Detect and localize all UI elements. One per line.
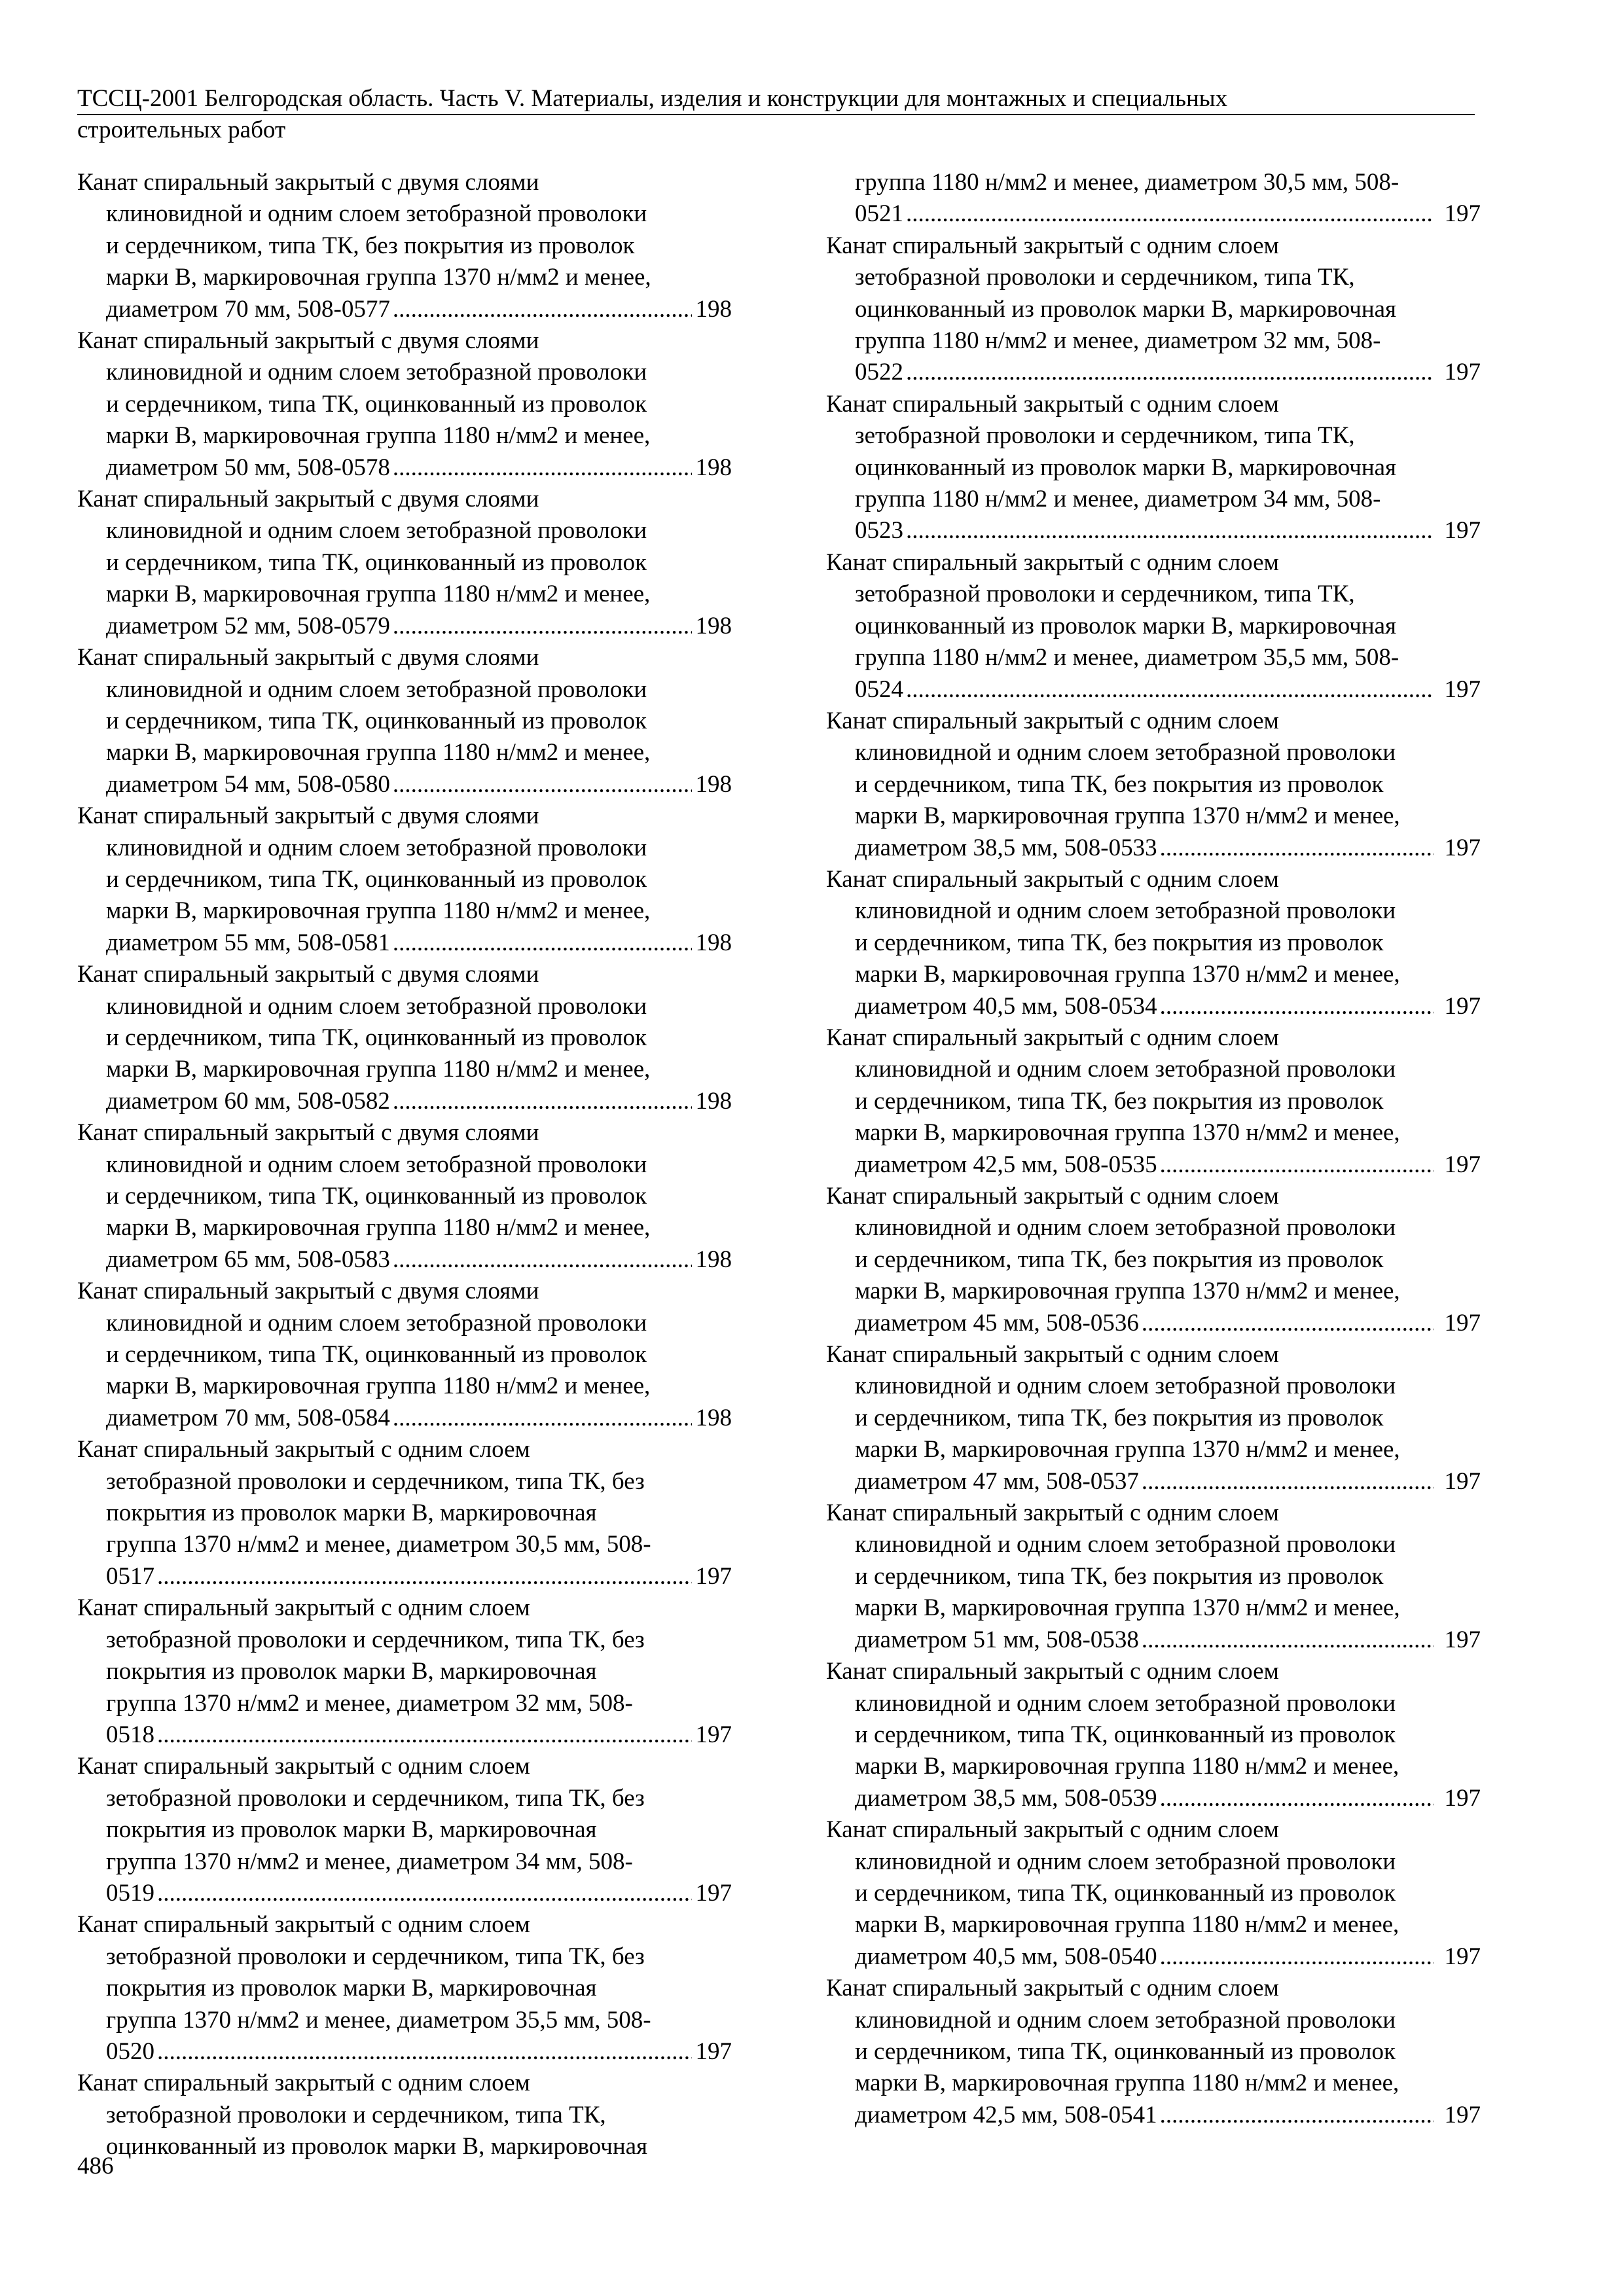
entry-text-line: марки В, маркировочная группа 1180 н/мм2 и менее,: [855, 1911, 1399, 1939]
entry-text-line: оцинкованный из проволок марки В, маркировочная: [855, 295, 1397, 323]
entry-text-line: марки В, маркировочная группа 1180 н/мм2 и менее,: [855, 2070, 1399, 2097]
entry-text-line: Канат спиральный закрытый с двумя слоями: [77, 169, 539, 196]
entry-page-ref: 197: [1444, 992, 1481, 1020]
entry-code: диаметром 70 мм, 508-0577: [106, 295, 390, 323]
entry-text-line: Канат спиральный закрытый с двумя слоями: [77, 486, 539, 513]
index-entry: [826, 706, 1481, 864]
entry-text-line: группа 1370 н/мм2 и менее, диаметром 35,5 мм, 508-: [106, 2006, 651, 2034]
entry-text-line: клиновидной и одним слоем зетобразной проволоки: [855, 1372, 1396, 1400]
entry-text-line: и сердечником, типа ТК, оцинкованный из проволок: [855, 1879, 1396, 1907]
dot-leader: [1160, 2100, 1434, 2131]
entry-code: 0518: [106, 1721, 154, 1748]
entry-page-ref: 197: [1444, 834, 1481, 861]
entry-text-line: Канат спиральный закрытый с одним слоем: [826, 1024, 1279, 1051]
entry-text-line: и сердечником, типа ТК, без покрытия из проволок: [855, 1246, 1384, 1273]
entry-text-line: Канат спиральный закрытый с двумя слоями: [77, 961, 539, 988]
entry-leader-line: [77, 1086, 732, 1117]
entry-text-line: Канат спиральный закрытый с одним слоем: [77, 1911, 530, 1939]
entry-text-line: марки В, маркировочная группа 1180 н/мм2 и менее,: [106, 1056, 651, 1083]
entry-text-line: клиновидной и одним слоем зетобразной проволоки: [855, 2006, 1396, 2034]
entry-text-line: Канат спиральный закрытый с одним слоем: [826, 1499, 1279, 1527]
entry-leader-line: [826, 1466, 1481, 1498]
dot-leader: [1142, 1624, 1434, 1656]
entry-text-line: марки В, маркировочная группа 1180 н/мм2 и менее,: [106, 422, 651, 450]
index-entry: [77, 2068, 732, 2162]
entry-text-line: оцинкованный из проволок марки В, маркировочная: [855, 454, 1397, 481]
entry-code: диаметром 65 мм, 508-0583: [106, 1246, 390, 1273]
entry-text-line: марки В, маркировочная группа 1370 н/мм2 и менее,: [106, 264, 651, 291]
entry-text-line: Канат спиральный закрытый с двумя слоями: [77, 1278, 539, 1305]
entry-leader-line: [826, 198, 1481, 230]
entry-code: 0521: [855, 200, 903, 228]
entry-text-line: Канат спиральный закрытый с одним слоем: [826, 1341, 1279, 1369]
entry-text-line: Канат спиральный закрытый с двумя слоями: [77, 327, 539, 355]
entry-leader-line: [77, 1719, 732, 1751]
entry-text-line: Канат спиральный закрытый с двумя слоями: [77, 644, 539, 672]
entry-page-ref: 197: [1444, 1784, 1481, 1812]
entry-text-line: и сердечником, типа ТК, оцинкованный из проволок: [106, 1024, 647, 1051]
entry-text-line: Канат спиральный закрытый с одним слоем: [77, 1436, 530, 1463]
index-entry: [77, 484, 732, 642]
dot-leader: [906, 674, 1434, 706]
index-entry: [826, 1339, 1481, 1498]
index-entry: [77, 1909, 732, 2068]
entry-text-line: Канат спиральный закрытый с двумя слоями: [77, 1119, 539, 1147]
index-entry: [826, 389, 1481, 547]
index-column-right: [826, 167, 1481, 2131]
entry-text-line: Канат спиральный закрытый с одним слоем: [826, 707, 1279, 734]
entry-code: диаметром 54 мм, 508-0580: [106, 770, 390, 798]
entry-text-line: клиновидной и одним слоем зетобразной проволоки: [106, 1309, 647, 1336]
entry-text-line: Канат спиральный закрытый с одним слоем: [826, 1183, 1279, 1210]
entry-text-line: и сердечником, типа ТК, оцинкованный из проволок: [106, 1341, 647, 1369]
entry-page-ref: 197: [1444, 200, 1481, 228]
entry-text-line: марки В, маркировочная группа 1180 н/мм2 и менее,: [106, 581, 651, 608]
dot-leader: [393, 294, 692, 325]
entry-leader-line: [77, 611, 732, 642]
entry-leader-line: [77, 294, 732, 325]
entry-page-ref: 198: [695, 770, 732, 798]
entry-leader-line: [77, 1878, 732, 1909]
entry-text-line: и сердечником, типа ТК, оцинкованный из проволок: [855, 2037, 1396, 2065]
entry-leader-line: [826, 515, 1481, 547]
entry-text-line: группа 1180 н/мм2 и менее, диаметром 35,5 мм, 508-: [855, 644, 1399, 672]
dot-leader: [1160, 833, 1434, 864]
entry-text-line: покрытия из проволок марки В, маркировочная: [106, 1499, 597, 1527]
index-entry: [77, 1117, 732, 1276]
entry-text-line: и сердечником, типа ТК, оцинкованный из проволок: [106, 390, 647, 418]
entry-text-line: покрытия из проволок марки В, маркировочная: [106, 1658, 597, 1685]
index-entry: [77, 642, 732, 800]
dot-leader: [157, 1561, 692, 1592]
index-entry: [826, 1181, 1481, 1339]
entry-text-line: клиновидной и одним слоем зетобразной проволоки: [855, 1531, 1396, 1558]
entry-text-line: зетобразной проволоки и сердечником, типа ТК, без: [106, 1467, 645, 1495]
dot-leader: [906, 357, 1434, 388]
entry-text-line: марки В, маркировочная группа 1180 н/мм2 и менее,: [106, 1214, 651, 1242]
index-entry: [826, 1498, 1481, 1656]
entry-text-line: зетобразной проволоки и сердечником, типа ТК,: [855, 581, 1355, 608]
entry-page-ref: 197: [1444, 1467, 1481, 1495]
entry-text-line: марки В, маркировочная группа 1180 н/мм2 и менее,: [106, 897, 651, 925]
entry-page-ref: 198: [695, 929, 732, 956]
entry-text-line: зетобразной проволоки и сердечником, типа ТК, без: [106, 1626, 645, 1653]
dot-leader: [1160, 1941, 1434, 1973]
entry-text-line: клиновидной и одним слоем зетобразной проволоки: [855, 739, 1396, 766]
entry-text-line: группа 1180 н/мм2 и менее, диаметром 32 мм, 508-: [855, 327, 1381, 355]
entry-text-line: Канат спиральный закрытый с одним слоем: [826, 390, 1279, 418]
entry-page-ref: 198: [695, 612, 732, 639]
index-entry: [77, 1592, 732, 1751]
entry-code: 0520: [106, 2037, 154, 2065]
dot-leader: [157, 2036, 692, 2068]
header-title-line2: строительных работ: [77, 117, 286, 143]
entry-leader-line: [77, 1244, 732, 1276]
entry-text-line: клиновидной и одним слоем зетобразной проволоки: [855, 1848, 1396, 1875]
entry-text-line: клиновидной и одним слоем зетобразной проволоки: [106, 834, 647, 861]
dot-leader: [393, 1403, 692, 1434]
entry-text-line: марки В, маркировочная группа 1370 н/мм2 и менее,: [855, 961, 1400, 988]
entry-text-line: группа 1180 н/мм2 и менее, диаметром 34 мм, 508-: [855, 486, 1381, 513]
index-entry: [77, 167, 732, 325]
dot-leader: [1160, 1783, 1434, 1814]
entry-code: диаметром 60 мм, 508-0582: [106, 1087, 390, 1115]
entry-text-line: зетобразной проволоки и сердечником, типа ТК,: [855, 422, 1355, 450]
entry-leader-line: [826, 2100, 1481, 2131]
entry-text-line: клиновидной и одним слоем зетобразной проволоки: [106, 517, 647, 545]
entry-text-line: клиновидной и одним слоем зетобразной проволоки: [106, 359, 647, 386]
entry-text-line: и сердечником, типа ТК, без покрытия из проволок: [855, 1404, 1384, 1431]
entry-text-line: марки В, маркировочная группа 1180 н/мм2 и менее,: [106, 739, 651, 766]
entry-leader-line: [826, 674, 1481, 706]
entry-text-line: и сердечником, типа ТК, оцинкованный из проволок: [106, 707, 647, 734]
dot-leader: [393, 769, 692, 800]
entry-text-line: Канат спиральный закрытый с одним слоем: [826, 1658, 1279, 1685]
entry-leader-line: [77, 1403, 732, 1434]
entry-leader-line: [826, 1149, 1481, 1181]
entry-code: диаметром 40,5 мм, 508-0540: [855, 1943, 1157, 1970]
entry-leader-line: [77, 927, 732, 959]
entry-code: диаметром 52 мм, 508-0579: [106, 612, 390, 639]
entry-text-line: клиновидной и одним слоем зетобразной проволоки: [855, 1214, 1396, 1242]
entry-text-line: группа 1370 н/мм2 и менее, диаметром 32 мм, 508-: [106, 1689, 633, 1717]
entry-leader-line: [826, 1783, 1481, 1814]
entry-page-ref: 197: [1444, 517, 1481, 545]
entry-code: 0523: [855, 517, 903, 545]
entry-code: диаметром 50 мм, 508-0578: [106, 454, 390, 481]
entry-text-line: и сердечником, типа ТК, оцинкованный из проволок: [106, 548, 647, 576]
dot-leader: [393, 1086, 692, 1117]
entry-text-line: и сердечником, типа ТК, оцинкованный из проволок: [855, 1721, 1396, 1748]
dot-leader: [393, 452, 692, 484]
entry-text-line: марки В, маркировочная группа 1180 н/мм2 и менее,: [855, 1753, 1399, 1780]
entry-text-line: марки В, маркировочная группа 1180 н/мм2 и менее,: [106, 1372, 651, 1400]
dot-leader: [157, 1719, 692, 1751]
entry-text-line: Канат спиральный закрытый с одним слоем: [826, 865, 1279, 893]
entry-text-line: группа 1180 н/мм2 и менее, диаметром 30,5 мм, 508-: [855, 169, 1399, 196]
dot-leader: [393, 927, 692, 959]
index-entry: [826, 547, 1481, 706]
entry-text-line: клиновидной и одним слоем зетобразной проволоки: [855, 897, 1396, 925]
entry-text-line: клиновидной и одним слоем зетобразной проволоки: [855, 1056, 1396, 1083]
entry-page-ref: 198: [695, 1404, 732, 1431]
index-entry: [77, 1276, 732, 1434]
entry-text-line: оцинкованный из проволок марки В, маркировочная: [855, 612, 1397, 639]
entry-page-ref: 198: [695, 1246, 732, 1273]
dot-leader: [1160, 1149, 1434, 1181]
entry-text-line: клиновидной и одним слоем зетобразной проволоки: [855, 1689, 1396, 1717]
entry-code: диаметром 47 мм, 508-0537: [855, 1467, 1139, 1495]
dot-leader: [1142, 1308, 1434, 1339]
entry-page-ref: 197: [1444, 675, 1481, 703]
index-entry: [826, 1022, 1481, 1181]
entry-page-ref: 197: [1444, 1151, 1481, 1178]
page-number: 486: [77, 2153, 114, 2179]
entry-page-ref: 198: [695, 1087, 732, 1115]
entry-text-line: марки В, маркировочная группа 1370 н/мм2 и менее,: [855, 1278, 1400, 1305]
entry-page-ref: 197: [695, 2037, 732, 2065]
index-entry: [77, 1751, 732, 1909]
entry-leader-line: [826, 1624, 1481, 1656]
entry-text-line: Канат спиральный закрытый с одним слоем: [826, 548, 1279, 576]
entry-text-line: зетобразной проволоки и сердечником, типа ТК,: [855, 264, 1355, 291]
entry-code: диаметром 42,5 мм, 508-0541: [855, 2101, 1157, 2128]
entry-text-line: Канат спиральный закрытый с одним слоем: [77, 2070, 530, 2097]
entry-code: диаметром 45 мм, 508-0536: [855, 1309, 1139, 1336]
entry-page-ref: 197: [1444, 2101, 1481, 2128]
entry-text-line: покрытия из проволок марки В, маркировочная: [106, 1975, 597, 2002]
entry-code: диаметром 42,5 мм, 508-0535: [855, 1151, 1157, 1178]
entry-text-line: Канат спиральный закрытый с одним слоем: [77, 1594, 530, 1622]
dot-leader: [906, 515, 1434, 547]
dot-leader: [906, 198, 1434, 230]
entry-text-line: марки В, маркировочная группа 1370 н/мм2 и менее,: [855, 802, 1400, 830]
entry-code: диаметром 38,5 мм, 508-0539: [855, 1784, 1157, 1812]
entry-leader-line: [826, 833, 1481, 864]
entry-leader-line: [826, 357, 1481, 388]
entry-text-line: и сердечником, типа ТК, без покрытия из проволок: [106, 232, 635, 259]
index-entry: [826, 230, 1481, 389]
entry-page-ref: 197: [1444, 1943, 1481, 1970]
index-entry: [826, 167, 1481, 230]
entry-text-line: клиновидной и одним слоем зетобразной проволоки: [106, 1151, 647, 1178]
entry-leader-line: [77, 2036, 732, 2068]
entry-page-ref: 197: [695, 1721, 732, 1748]
entry-page-ref: 197: [1444, 359, 1481, 386]
entry-page-ref: 198: [695, 454, 732, 481]
entry-text-line: зетобразной проволоки и сердечником, типа ТК, без: [106, 1943, 645, 1970]
index-entry: [826, 864, 1481, 1022]
index-entry: [826, 1656, 1481, 1814]
entry-page-ref: 197: [695, 1562, 732, 1590]
entry-leader-line: [826, 1941, 1481, 1973]
entry-text-line: клиновидной и одним слоем зетобразной проволоки: [106, 675, 647, 703]
entry-page-ref: 198: [695, 295, 732, 323]
entry-page-ref: 197: [1444, 1309, 1481, 1336]
entry-text-line: и сердечником, типа ТК, без покрытия из проволок: [855, 770, 1384, 798]
entry-code: 0524: [855, 675, 903, 703]
entry-text-line: марки В, маркировочная группа 1370 н/мм2 и менее,: [855, 1594, 1400, 1622]
dot-leader: [393, 611, 692, 642]
entry-text-line: марки В, маркировочная группа 1370 н/мм2 и менее,: [855, 1436, 1400, 1463]
entry-page-ref: 197: [695, 1879, 732, 1907]
entry-text-line: Канат спиральный закрытый с одним слоем: [826, 1975, 1279, 2002]
entry-leader-line: [826, 1308, 1481, 1339]
entry-text-line: покрытия из проволок марки В, маркировочная: [106, 1816, 597, 1844]
entry-text-line: и сердечником, типа ТК, без покрытия из проволок: [855, 1087, 1384, 1115]
entry-leader-line: [77, 1561, 732, 1592]
entry-leader-line: [77, 769, 732, 800]
index-entry: [77, 800, 732, 959]
entry-code: диаметром 55 мм, 508-0581: [106, 929, 390, 956]
entry-text-line: группа 1370 н/мм2 и менее, диаметром 30,5 мм, 508-: [106, 1531, 651, 1558]
entry-text-line: зетобразной проволоки и сердечником, типа ТК,: [106, 2101, 606, 2128]
entry-code: диаметром 38,5 мм, 508-0533: [855, 834, 1157, 861]
dot-leader: [393, 1244, 692, 1276]
entry-code: 0517: [106, 1562, 154, 1590]
entry-text-line: Канат спиральный закрытый с одним слоем: [826, 1816, 1279, 1844]
entry-text-line: зетобразной проволоки и сердечником, типа ТК, без: [106, 1784, 645, 1812]
entry-code: диаметром 70 мм, 508-0584: [106, 1404, 390, 1431]
entry-text-line: Канат спиральный закрытый с одним слоем: [826, 232, 1279, 259]
entry-text-line: группа 1370 н/мм2 и менее, диаметром 34 мм, 508-: [106, 1848, 633, 1875]
dot-leader: [157, 1878, 692, 1909]
entry-text-line: Канат спиральный закрытый с одним слоем: [77, 1753, 530, 1780]
entry-text-line: и сердечником, типа ТК, оцинкованный из проволок: [106, 1183, 647, 1210]
index-entry: [77, 325, 732, 484]
entry-code: диаметром 40,5 мм, 508-0534: [855, 992, 1157, 1020]
index-entry: [77, 1434, 732, 1592]
dot-leader: [1160, 991, 1434, 1022]
entry-text-line: оцинкованный из проволок марки В, маркировочная: [106, 2133, 648, 2161]
index-entry: [826, 1814, 1481, 1973]
running-header: [77, 84, 1475, 145]
index-entry: [826, 1973, 1481, 2131]
entry-text-line: и сердечником, типа ТК, без покрытия из проволок: [855, 929, 1384, 956]
entry-text-line: клиновидной и одним слоем зетобразной проволоки: [106, 992, 647, 1020]
entry-text-line: и сердечником, типа ТК, без покрытия из проволок: [855, 1562, 1384, 1590]
index-entry: [77, 959, 732, 1117]
entry-text-line: марки В, маркировочная группа 1370 н/мм2 и менее,: [855, 1119, 1400, 1147]
entry-code: 0519: [106, 1879, 154, 1907]
entry-text-line: клиновидной и одним слоем зетобразной проволоки: [106, 200, 647, 228]
header-title-line1: ТССЦ-2001 Белгородская область. Часть V. Материалы, изделия и конструкции для монтажных и специальных: [77, 85, 1228, 112]
entry-code: 0522: [855, 359, 903, 386]
entry-leader-line: [77, 452, 732, 484]
entry-text-line: Канат спиральный закрытый с двумя слоями: [77, 802, 539, 830]
entry-code: диаметром 51 мм, 508-0538: [855, 1626, 1139, 1653]
entry-leader-line: [826, 991, 1481, 1022]
index-column-left: [77, 167, 732, 2163]
entry-text-line: и сердечником, типа ТК, оцинкованный из проволок: [106, 865, 647, 893]
entry-page-ref: 197: [1444, 1626, 1481, 1653]
dot-leader: [1142, 1466, 1434, 1498]
